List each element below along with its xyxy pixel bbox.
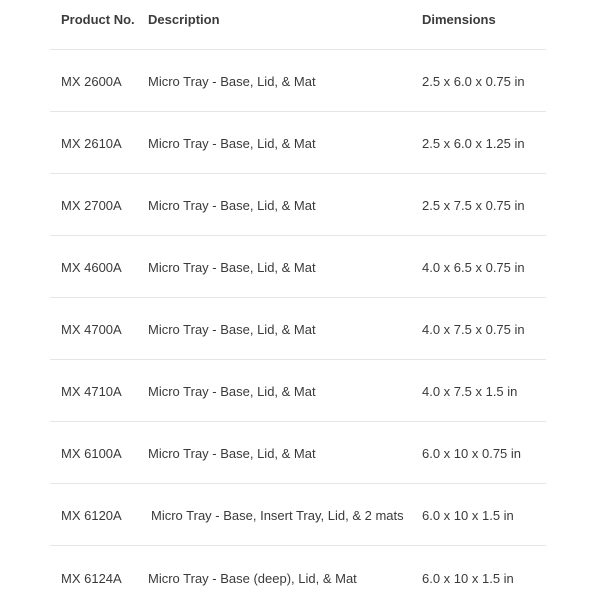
dimensions-cell: 4.0 x 7.5 x 0.75 in [422,322,525,337]
description-cell: Micro Tray - Base (deep), Lid, & Mat [148,570,357,586]
header-product-no: Product No. [61,12,135,27]
table-row [50,422,546,484]
table-row [50,298,546,360]
product-no-cell: MX 4710A [61,384,122,399]
product-no-cell: MX 6124A [61,570,122,586]
dimensions-cell: 6.0 x 10 x 0.75 in [422,446,522,461]
product-table [50,0,546,608]
table-row [50,360,546,422]
dimensions-cell: 4.0 x 6.5 x 0.75 in [422,260,525,275]
dimensions-cell: 4.0 x 7.5 x 1.5 in [422,384,518,399]
description-cell: Micro Tray - Base, Lid, & Mat [148,136,316,151]
header-dimensions: Dimensions [422,12,496,27]
product-no-cell: MX 2610A [61,136,122,151]
product-no-cell: MX 2700A [61,198,122,213]
description-cell: Micro Tray - Base, Insert Tray, Lid, & 2 mats [151,508,404,523]
table-row [50,174,546,236]
description-cell: Micro Tray - Base, Lid, & Mat [148,198,316,213]
table-row [50,484,546,546]
description-cell: Micro Tray - Base, Lid, & Mat [148,322,316,337]
table-row [50,112,546,174]
table-row [50,50,546,112]
dimensions-cell: 6.0 x 10 x 1.5 in [422,508,514,523]
description-cell: Micro Tray - Base, Lid, & Mat [148,384,316,399]
dimensions-cell: 2.5 x 7.5 x 0.75 in [422,198,525,213]
description-cell: Micro Tray - Base, Lid, & Mat [148,446,316,461]
table-row [50,236,546,298]
dimensions-cell: 2.5 x 6.0 x 1.25 in [422,136,525,151]
dimensions-cell: 6.0 x 10 x 1.5 in [422,570,514,586]
table-row [50,546,546,608]
product-no-cell: MX 6100A [61,446,122,461]
product-no-cell: MX 4600A [61,260,122,275]
description-cell: Micro Tray - Base, Lid, & Mat [148,74,316,89]
dimensions-cell: 2.5 x 6.0 x 0.75 in [422,74,525,89]
product-no-cell: MX 6120A [61,508,122,523]
product-no-cell: MX 4700A [61,322,122,337]
product-no-cell: MX 2600A [61,74,122,89]
description-cell: Micro Tray - Base, Lid, & Mat [148,260,316,275]
header-description: Description [148,12,220,27]
table-header-row [50,0,546,50]
